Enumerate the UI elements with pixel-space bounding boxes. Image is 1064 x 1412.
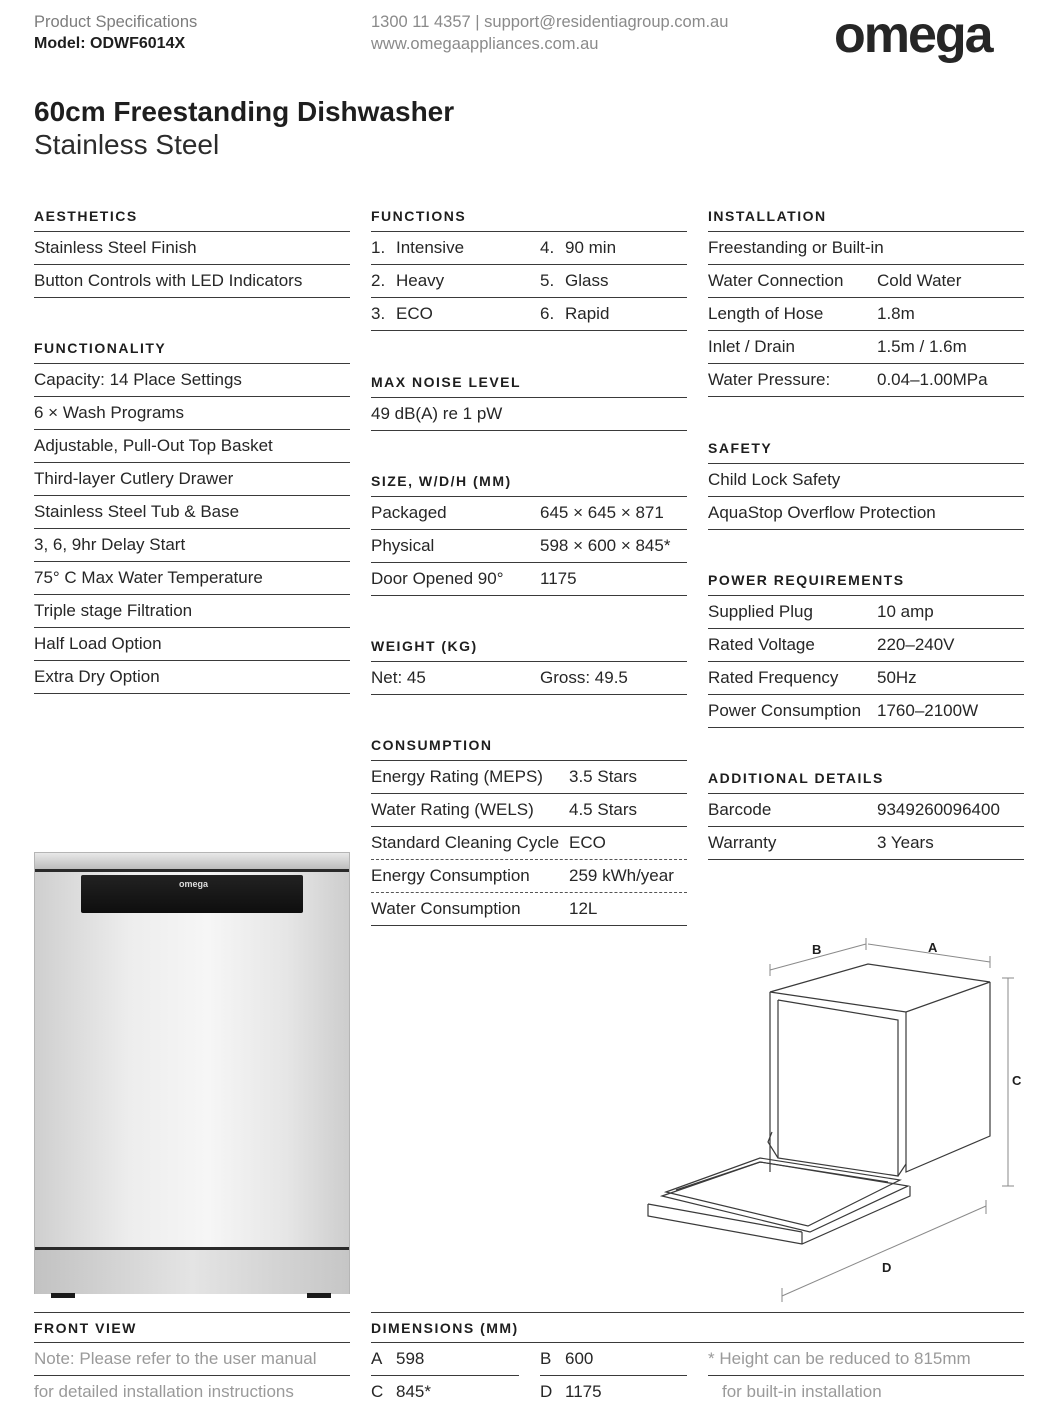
functionality-item: Extra Dry Option <box>34 661 350 694</box>
installation-heading: INSTALLATION <box>708 201 1024 232</box>
dimension-col-a <box>371 1343 519 1409</box>
functionality-item: Triple stage Filtration <box>34 595 350 628</box>
drawing-label-b: B <box>812 942 822 957</box>
dimension-drawing <box>640 936 1040 1306</box>
functionality-section <box>34 333 350 694</box>
installation-row: Length of Hose 1.8m <box>708 298 1024 331</box>
power-heading: POWER REQUIREMENTS <box>708 565 1024 596</box>
website-link[interactable]: www.omegaappliances.com.au <box>371 35 599 53</box>
model-number: Model: ODWF6014X <box>34 35 186 52</box>
panel-logo: omega <box>179 879 209 889</box>
noise-section <box>371 367 687 431</box>
footnote-line: for built-in installation <box>722 1382 882 1401</box>
noise-value: 49 dB(A) re 1 pW <box>371 398 687 431</box>
front-view-note: for detailed installation instructions <box>34 1382 294 1401</box>
size-section <box>371 466 687 596</box>
consumption-section <box>371 730 687 926</box>
size-row: Door Opened 90° 1175 <box>371 563 687 596</box>
consumption-row: Energy Consumption 259 kWh/year <box>371 860 687 893</box>
weight-section <box>371 631 687 695</box>
dimension-a: A 598 <box>371 1343 519 1376</box>
dimension-footnote <box>708 1343 1024 1409</box>
weight-heading: WEIGHT (KG) <box>371 631 687 662</box>
front-view-note: Note: Please refer to the user manual <box>34 1343 350 1376</box>
product-title: 60cm Freestanding Dishwasher <box>34 96 455 127</box>
size-row: Physical 598 × 600 × 845* <box>371 530 687 563</box>
installation-row: Freestanding or Built-in <box>708 232 1024 265</box>
consumption-row: Standard Cleaning Cycle ECO <box>371 827 687 860</box>
aesthetics-heading: AESTHETICS <box>34 201 350 232</box>
installation-section <box>708 201 1024 397</box>
functions-heading: FUNCTIONS <box>371 201 687 232</box>
functionality-item: 75° C Max Water Temperature <box>34 562 350 595</box>
additional-heading: ADDITIONAL DETAILS <box>708 763 1024 794</box>
drawing-label-c: C <box>1012 1073 1022 1088</box>
weight-row: Net: 45 Gross: 49.5 <box>371 662 687 695</box>
front-view-image <box>34 852 350 1294</box>
safety-item: AquaStop Overflow Protection <box>708 497 1024 530</box>
functionality-heading: FUNCTIONALITY <box>34 333 350 364</box>
control-panel <box>81 875 303 913</box>
power-row: Power Consumption 1760–2100W <box>708 695 1024 728</box>
consumption-row: Water Rating (WELS) 4.5 Stars <box>371 794 687 827</box>
additional-row: Warranty 3 Years <box>708 827 1024 860</box>
dimension-b: B 600 <box>540 1343 687 1376</box>
aesthetics-item: Stainless Steel Finish <box>34 232 350 265</box>
power-section <box>708 565 1024 728</box>
footnote-line: * Height can be reduced to 815mm <box>708 1343 1024 1376</box>
product-subtitle: Stainless Steel <box>34 129 220 160</box>
front-view-section <box>34 1312 350 1409</box>
power-row: Rated Voltage 220–240V <box>708 629 1024 662</box>
functionality-item: 6 × Wash Programs <box>34 397 350 430</box>
installation-row: Water Pressure: 0.04–1.00MPa <box>708 364 1024 397</box>
front-view-heading: FRONT VIEW <box>34 1312 350 1343</box>
functions-row: 1. Intensive 4. 90 min <box>371 232 687 265</box>
functionality-item: Third-layer Cutlery Drawer <box>34 463 350 496</box>
drawing-label-d: D <box>882 1260 892 1275</box>
functionality-item: Capacity: 14 Place Settings <box>34 364 350 397</box>
document-label: Product Specifications <box>34 13 198 31</box>
consumption-heading: CONSUMPTION <box>371 730 687 761</box>
aesthetics-item: Button Controls with LED Indicators <box>34 265 350 298</box>
aesthetics-section <box>34 201 350 298</box>
additional-section <box>708 763 1024 860</box>
noise-heading: MAX NOISE LEVEL <box>371 367 687 398</box>
functionality-item: Adjustable, Pull-Out Top Basket <box>34 430 350 463</box>
functions-row: 3. ECO 6. Rapid <box>371 298 687 331</box>
dimensions-heading: DIMENSIONS (MM) <box>371 1312 1024 1343</box>
omega-logo: omega <box>834 6 992 64</box>
power-row: Supplied Plug 10 amp <box>708 596 1024 629</box>
contact-info: 1300 11 4357 | support@residentiagroup.com.au <box>371 13 729 31</box>
installation-row: Inlet / Drain 1.5m / 1.6m <box>708 331 1024 364</box>
consumption-row: Energy Rating (MEPS) 3.5 Stars <box>371 761 687 794</box>
dimensions-section <box>371 1312 1024 1343</box>
size-row: Packaged 645 × 645 × 871 <box>371 497 687 530</box>
dimension-d: D 1175 <box>540 1382 602 1401</box>
functionality-item: Half Load Option <box>34 628 350 661</box>
additional-row: Barcode 9349260096400 <box>708 794 1024 827</box>
functionality-item: 3, 6, 9hr Delay Start <box>34 529 350 562</box>
drawing-label-a: A <box>928 940 938 955</box>
dimension-col-b <box>540 1343 687 1409</box>
consumption-row: Water Consumption 12L <box>371 893 687 926</box>
size-heading: SIZE, W/D/H (MM) <box>371 466 687 497</box>
safety-item: Child Lock Safety <box>708 464 1024 497</box>
functions-section <box>371 201 687 331</box>
safety-heading: SAFETY <box>708 433 1024 464</box>
dimension-c: C 845* <box>371 1382 431 1401</box>
installation-row: Water Connection Cold Water <box>708 265 1024 298</box>
functions-row: 2. Heavy 5. Glass <box>371 265 687 298</box>
power-row: Rated Frequency 50Hz <box>708 662 1024 695</box>
functionality-item: Stainless Steel Tub & Base <box>34 496 350 529</box>
safety-section <box>708 433 1024 530</box>
